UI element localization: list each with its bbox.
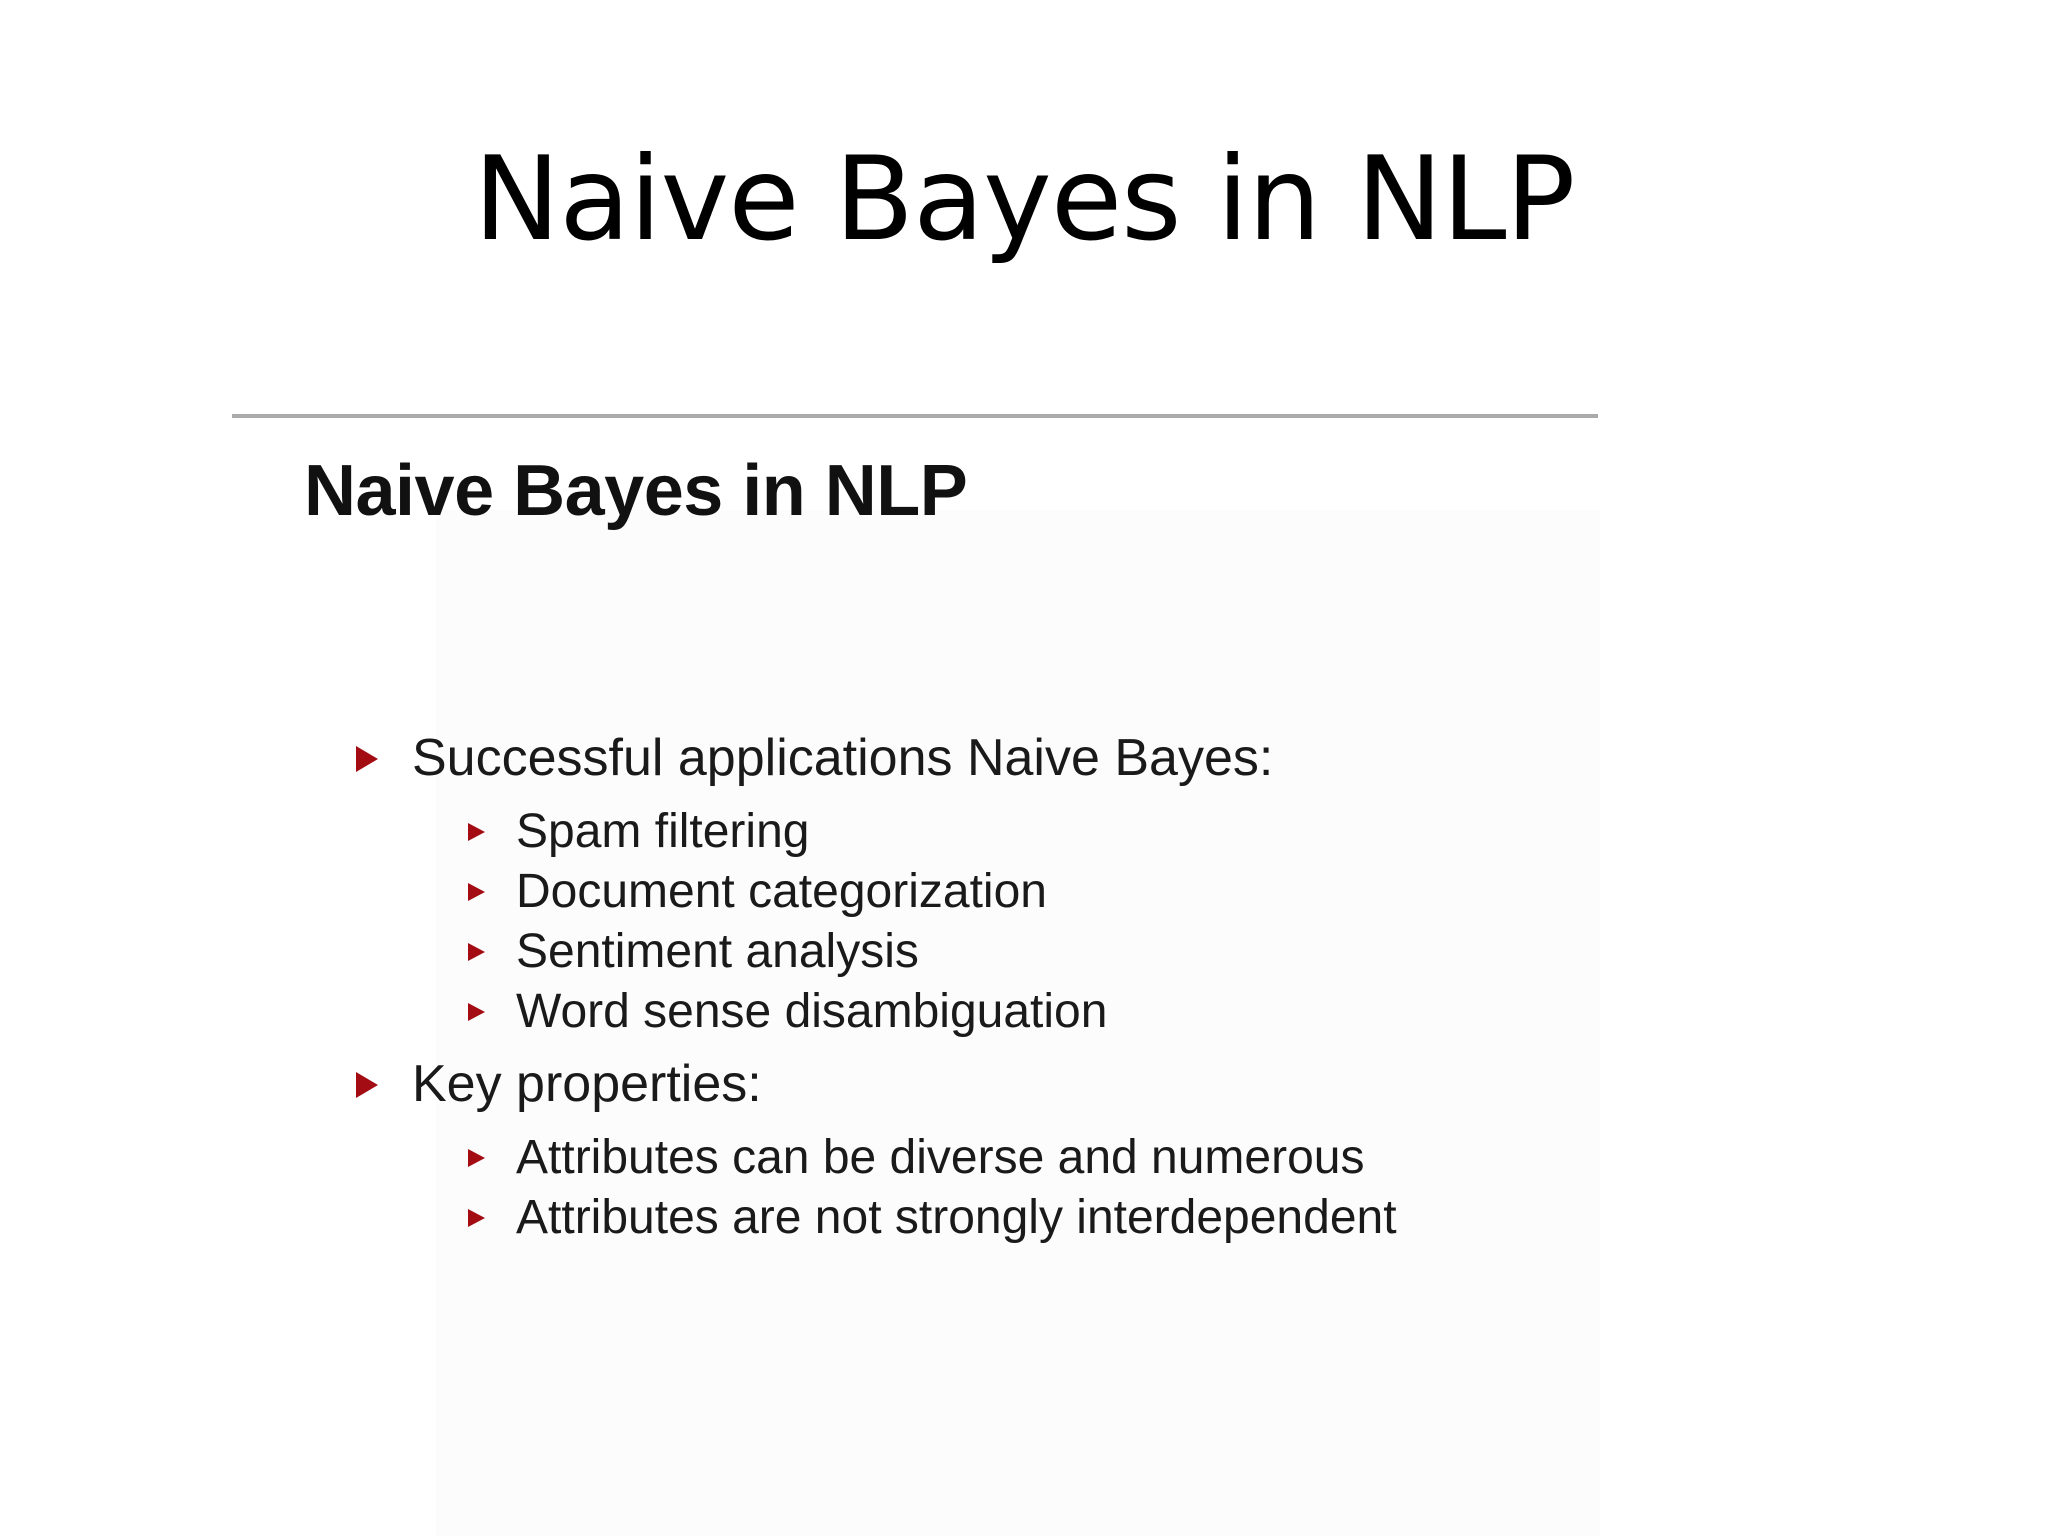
sub-bullet-arrow-icon	[468, 943, 485, 961]
divider-line	[232, 414, 1598, 418]
sub-bullet-arrow-icon	[468, 1209, 485, 1227]
embedded-title: Naive Bayes in NLP	[304, 451, 968, 531]
sub-bullet-text: Attributes can be diverse and numerous	[516, 1131, 1365, 1184]
embedded-slide-image	[232, 410, 1600, 1536]
sub-bullet-text: Document categorization	[516, 865, 1047, 918]
sub-bullet-arrow-icon	[468, 823, 485, 841]
sub-bullet-arrow-icon	[468, 883, 485, 901]
bullet-text: Key properties:	[412, 1055, 762, 1113]
sub-bullet-text: Word sense disambiguation	[516, 985, 1108, 1038]
sub-bullet-arrow-icon	[468, 1149, 485, 1167]
bullet-text: Successful applications Naive Bayes:	[412, 729, 1274, 787]
sub-bullet-text: Sentiment analysis	[516, 925, 919, 978]
sub-bullet-text: Attributes are not strongly interdependent	[516, 1191, 1397, 1244]
bullet-arrow-icon	[356, 1072, 378, 1098]
bullet-arrow-icon	[356, 746, 378, 772]
sub-bullet-text: Spam filtering	[516, 805, 810, 858]
slide-title: Naive Bayes in NLP	[473, 132, 1575, 267]
sub-bullet-arrow-icon	[468, 1003, 485, 1021]
